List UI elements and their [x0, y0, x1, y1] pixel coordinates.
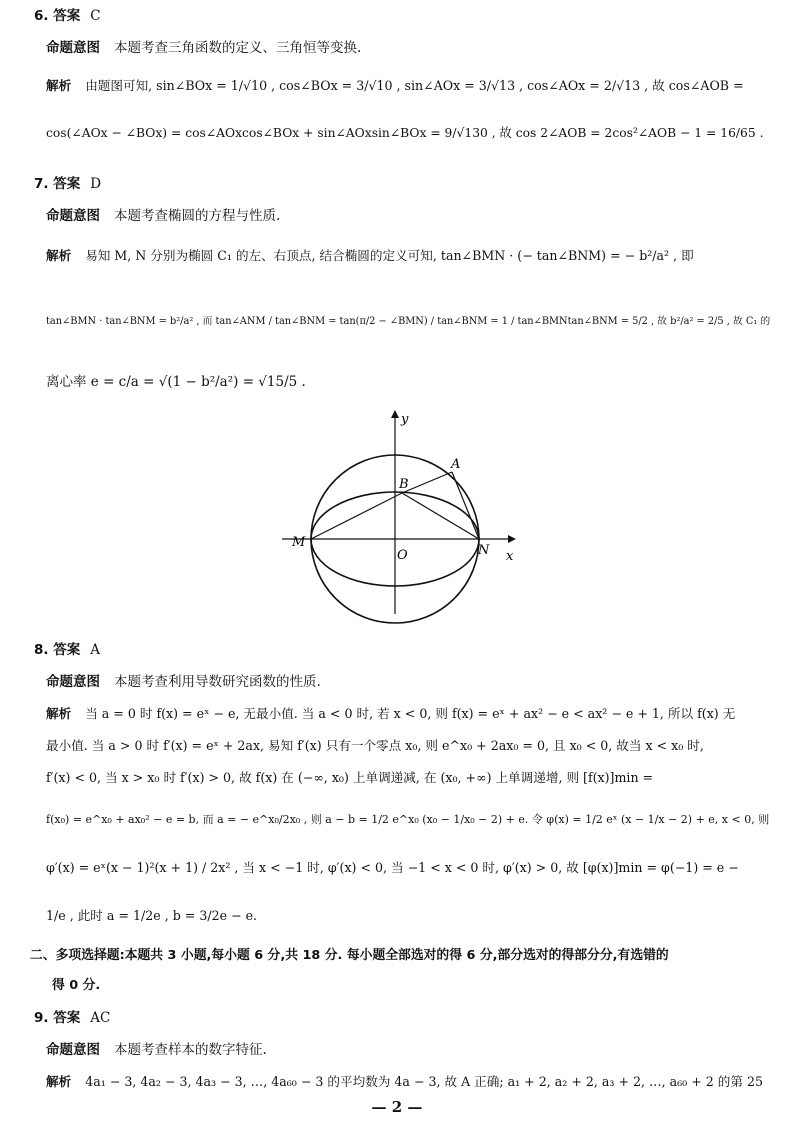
page-number: — 2 —: [371, 1098, 423, 1116]
q9-analysis-line1: 解析 4a₁ − 3, 4a₂ − 3, 4a₃ − 3, …, 4a₆₀ − 3 的平均数为 4a − 3, 故 A 正确; a₁ + 2, a₂ + 2, a₃ + 2, …, a₆₀ + 2 的第 25: [46, 1074, 764, 1089]
label-B: B: [399, 477, 409, 492]
label-y: y: [401, 412, 409, 427]
q6-analysis-line2: cos(∠AOx − ∠BOx) = cos∠AOxcos∠BOx + sin∠AOxsin∠BOx = 9/√130 , 故 cos 2∠AOB = 2cos²∠AOB − 1 = 16/65 .: [46, 126, 764, 140]
q8-intent: 命题意图 本题考查利用导数研究函数的性质.: [46, 674, 321, 690]
y-axis-arrow: [391, 410, 399, 418]
q8-answer: 8. 答案 A: [34, 642, 100, 658]
label-M: M: [292, 535, 306, 550]
segment-BA: [402, 472, 452, 493]
q8-analysis-line4: f(x₀) = e^x₀ + ax₀² − e = b, 而 a = − e^x₀/2x₀ , 则 a − b = 1/2 e^x₀ (x₀ − 1/x₀ − 2) + e. 令 φ(x) = 1/2 eˣ (x − 1/x − 2) + e, x < 0, 则: [46, 813, 770, 826]
section2-heading-line1: 二、多项选择题:本题共 3 小题,每小题 6 分,共 18 分. 每小题全部选对的得 6 分,部分选对的得部分分,有选错的: [30, 948, 669, 963]
q7-answer: 7. 答案 D: [34, 176, 102, 192]
x-axis-arrow: [508, 535, 516, 543]
ellipse-circle-diagram: [280, 404, 520, 624]
q8-analysis-line3: f′(x) < 0, 当 x > x₀ 时 f′(x) > 0, 故 f(x) 在 (−∞, x₀) 上单调递减, 在 (x₀, +∞) 上单调递增, 则 [f(x)]min =: [46, 770, 654, 785]
q6-answer: 6. 答案 C: [34, 8, 101, 24]
label-N: N: [478, 543, 490, 558]
q6-analysis-line1: 解析 由题图可知, sin∠BOx = 1/√10 , cos∠BOx = 3/√10 , sin∠AOx = 3/√13 , cos∠AOx = 2/√13 , 故 cos∠AOB =: [46, 78, 744, 93]
q7-analysis-line3: 离心率 e = c/a = √(1 − b²/a²) = √15/5 .: [46, 374, 306, 390]
q9-answer: 9. 答案 AC: [34, 1010, 111, 1026]
q7-analysis-line1: 解析 易知 M, N 分别为椭圆 C₁ 的左、右顶点, 结合椭圆的定义可知, tan∠BMN · (− tan∠BNM) = − b²/a² , 即: [46, 248, 694, 263]
segment-AN: [452, 472, 479, 539]
label-O: O: [397, 548, 408, 563]
section2-heading-line2: 得 0 分.: [52, 978, 101, 993]
segment-MB: [311, 493, 402, 539]
q6-intent: 命题意图 本题考查三角函数的定义、三角恒等变换.: [46, 40, 362, 56]
q9-intent: 命题意图 本题考查样本的数字特征.: [46, 1042, 267, 1058]
label-x: x: [506, 549, 514, 564]
q8-analysis-line2: 最小值. 当 a > 0 时 f′(x) = eˣ + 2ax, 易知 f′(x) 只有一个零点 x₀, 则 e^x₀ + 2ax₀ = 0, 且 x₀ < 0, 故当 x < x₀ 时,: [46, 738, 704, 753]
q8-analysis-line6: 1/e , 此时 a = 1/2e , b = 3/2e − e.: [46, 908, 258, 923]
q8-analysis-line1: 解析 当 a = 0 时 f(x) = eˣ − e, 无最小值. 当 a < 0 时, 若 x < 0, 则 f(x) = eˣ + ax² − e < ax² − e + 1, 所以 f(x) 无: [46, 706, 736, 721]
label-A: A: [451, 457, 461, 472]
q8-analysis-line5: φ′(x) = eˣ(x − 1)²(x + 1) / 2x² , 当 x < −1 时, φ′(x) < 0, 当 −1 < x < 0 时, φ′(x) > 0, 故 [φ(x)]min = φ(−1) = e −: [46, 860, 739, 875]
q7-analysis-line2: tan∠BMN · tan∠BNM = b²/a² , 而 tan∠ANM / tan∠BNM = tan(π/2 − ∠BMN) / tan∠BNM = 1 / tan∠BMNtan∠BNM = 5/2 , 故 b²/a² = 2/5 , 故 C₁ 的: [46, 316, 771, 327]
q7-intent: 命题意图 本题考查椭圆的方程与性质.: [46, 208, 281, 224]
